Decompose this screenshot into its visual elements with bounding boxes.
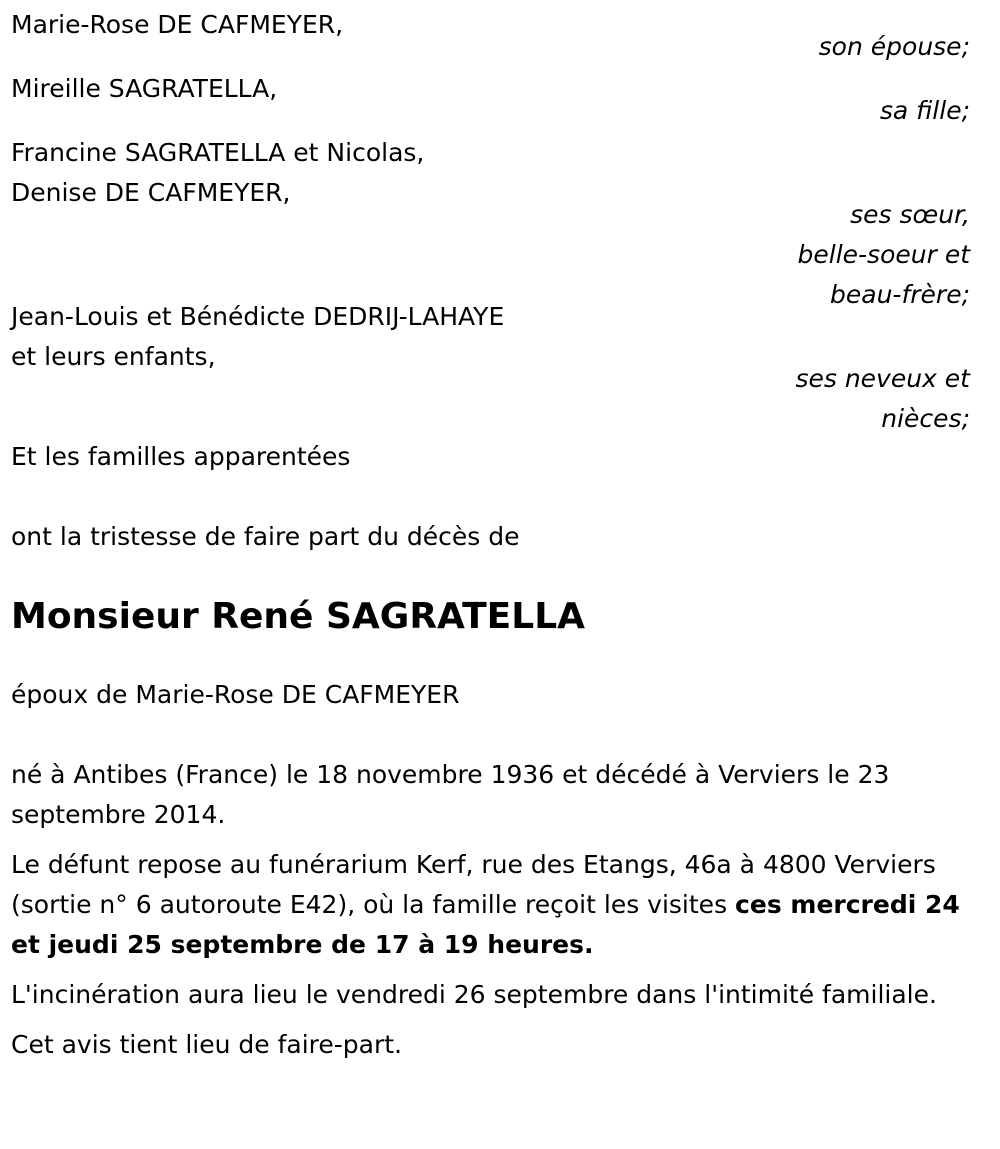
relation-label: sa fille; <box>879 96 970 125</box>
relation-label: ses neveux et <box>795 364 970 393</box>
announcement-line: ont la tristesse de faire part du décès de <box>11 522 520 551</box>
relative-name: Jean-Louis et Bénédicte DEDRIJ-LAHAYE <box>11 302 505 331</box>
relative-group-sister <box>11 133 970 315</box>
notice-paragraph: Cet avis tient lieu de faire-part. <box>11 1030 403 1059</box>
relative-name: Mireille SAGRATELLA, <box>11 74 278 103</box>
relative-name: Denise DE CAFMEYER, <box>11 178 291 207</box>
deceased-name: Monsieur René SAGRATELLA <box>11 596 586 637</box>
relation-label: belle-soeur et <box>797 240 970 269</box>
relation-label: nièces; <box>881 404 970 433</box>
cremation-paragraph: L'incinération aura lieu le vendredi 26 septembre dans l'intimité familiale. <box>11 980 937 1009</box>
families-line: Et les familles apparentées <box>11 442 351 471</box>
relative-name: et leurs enfants, <box>11 342 216 371</box>
birth-death-paragraph: né à Antibes (France) le 18 novembre 1936 et décédé à Verviers le 23 septembre 2014. <box>11 760 890 829</box>
relative-group-spouse <box>11 5 970 67</box>
relative-group-nephews <box>11 297 970 439</box>
relative-group-daughter <box>11 69 970 131</box>
relation-label: son épouse; <box>818 32 970 61</box>
relative-name: Marie-Rose DE CAFMEYER, <box>11 10 344 39</box>
visitation-times: ces mercredi 24 et jeudi 25 septembre de 17 à 19 heures. <box>11 890 960 959</box>
relative-name: Francine SAGRATELLA et Nicolas, <box>11 138 425 167</box>
spouse-line: époux de Marie-Rose DE CAFMEYER <box>11 680 460 709</box>
relation-label: beau-frère; <box>830 280 970 309</box>
visitation-paragraph <box>11 845 971 965</box>
relation-label: ses sœur, <box>850 200 970 229</box>
visitation-text: Le défunt repose au funérarium Kerf, rue des Etangs, 46a à 4800 Verviers (sortie n° 6 autoroute E42), où la famille reçoit les visites <box>11 850 936 919</box>
